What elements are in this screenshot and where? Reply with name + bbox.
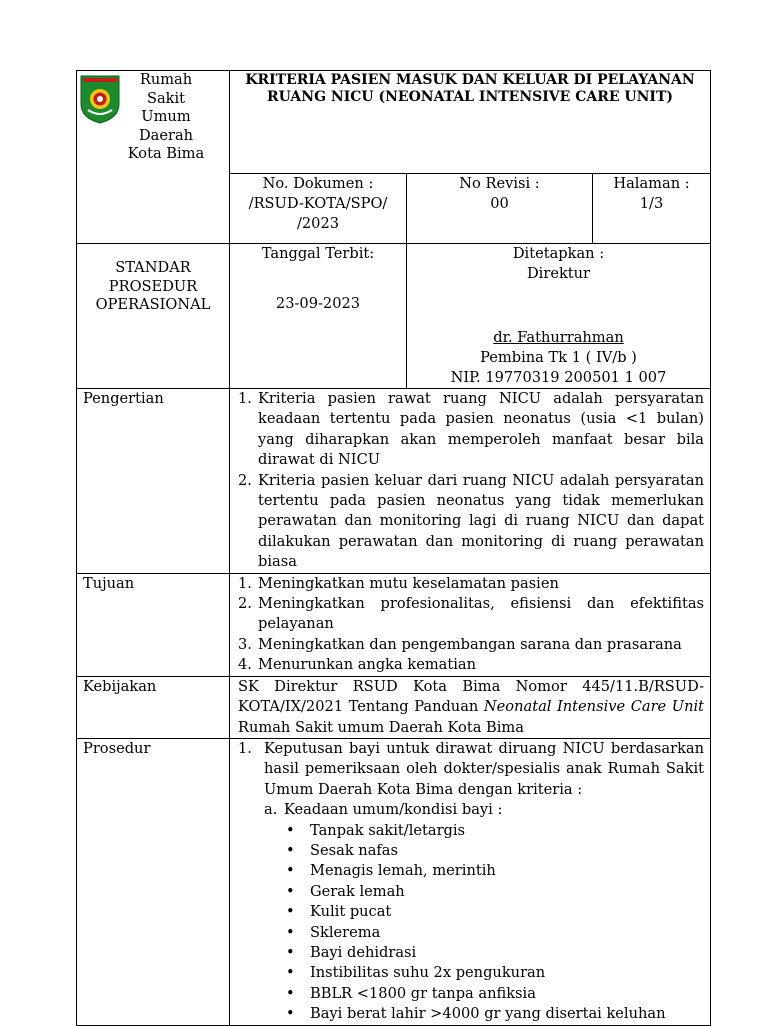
bullet-item: [286, 923, 704, 943]
policy-text: [238, 677, 704, 738]
revision-number: [407, 174, 593, 244]
item-number: 4.: [238, 656, 252, 674]
bullet-icon: •: [286, 821, 295, 839]
item-number: 3.: [238, 635, 252, 653]
doc-no-value: /2023: [296, 215, 340, 232]
sop-document: [76, 70, 710, 1026]
document-title: [230, 71, 711, 174]
item-number: 1.: [238, 390, 252, 407]
hospital-name-line: Umum: [141, 108, 191, 125]
bullet-item: [286, 861, 704, 881]
policy-text-italic: Neonatal Intensive Care Unit: [483, 698, 705, 716]
revision-value: 00: [490, 195, 509, 212]
bullet-icon: •: [286, 964, 295, 982]
sub-item-letter: a.: [264, 801, 278, 819]
section-label: Prosedur: [77, 738, 230, 1025]
bullet-item: [286, 984, 704, 1004]
bullet-text: Bayi berat lahir >4000 gr yang disertai keluhan: [310, 1005, 666, 1023]
bullet-item: [286, 882, 704, 902]
title-line: RUANG NICU (NEONATAL INTENSIVE CARE UNIT): [267, 89, 673, 105]
document-number: [230, 174, 407, 244]
bullet-text: BBLR <1800 gr tanpa anfiksia: [310, 984, 536, 1002]
bullet-item: [286, 902, 704, 922]
bullet-item: [286, 841, 704, 861]
sub-item: [264, 800, 704, 820]
bullet-text: Kulit pucat: [310, 903, 392, 921]
hospital-name-line: Kota Bima: [127, 145, 205, 162]
item-number: 1.: [238, 739, 252, 757]
page-number: [593, 174, 711, 244]
item-text: Keputusan bayi untuk dirawat diruang NICU berdasarkan hasil pemeriksaan oleh dokter/spesialis anak Rumah Sakit Umum Daerah Kota Bima dengan kriteria :: [264, 739, 705, 798]
sop-type-line: STANDAR: [115, 259, 191, 276]
item-number: 1.: [238, 574, 252, 592]
item-text: Meningkatkan profesionalitas, efisiensi dan efektifitas pelayanan: [258, 595, 705, 633]
bullet-item: [286, 963, 704, 983]
list-item: [238, 389, 704, 471]
list-item: [238, 471, 704, 573]
bullet-item: [286, 943, 704, 963]
criteria-bullet-list: [238, 821, 704, 1025]
section-label: Pengertian: [77, 389, 230, 574]
bullet-icon: •: [286, 1005, 295, 1023]
sop-type: [77, 244, 230, 389]
item-number: 2.: [238, 595, 252, 613]
issue-date-cell: [230, 244, 407, 389]
page-value: 1/3: [639, 195, 664, 212]
sop-type-line: PROSEDUR: [108, 277, 198, 295]
signature-cell: [407, 244, 711, 389]
bullet-text: Gerak lemah: [310, 882, 405, 900]
bullet-icon: •: [286, 882, 295, 900]
list-item: [238, 655, 704, 675]
bullet-text: Sklerema: [310, 923, 381, 941]
policy-text-part: SK Direktur RSUD Kota Bima Nomor 445/11.B/RSUD-KOTA/IX/2021 Tentang Panduan: [238, 677, 705, 716]
bullet-text: Sesak nafas: [310, 841, 398, 859]
list-item: [238, 739, 704, 800]
title-line: KRITERIA PASIEN MASUK DAN KELUAR DI PELAYANAN: [245, 72, 695, 88]
revision-label: No Revisi :: [459, 175, 540, 192]
bullet-icon: •: [286, 923, 295, 941]
hospital-logo-icon: [79, 74, 121, 124]
item-text: Kriteria pasien keluar dari ruang NICU adalah persyaratan tertentu pada pasien neonatus yang tidak memerlukan perawatan dan monitoring lagi di ruang NICU dan dapat dilakukan perawatan dan monitoring di ruang perawatan biasa: [258, 471, 705, 571]
bullet-text: Menagis lemah, merintih: [310, 862, 496, 880]
bullet-text: Tanpak sakit/letargis: [310, 821, 466, 839]
list-item: [238, 574, 704, 594]
bullet-text: Instibilitas suhu 2x pengukuran: [310, 964, 546, 982]
list-item: [238, 635, 704, 655]
prosedur-content: [230, 738, 711, 1025]
pengertian-content: [230, 389, 711, 574]
bullet-icon: •: [286, 943, 295, 961]
hospital-cell: [77, 71, 230, 244]
item-number: 2.: [238, 471, 252, 489]
sop-table: [76, 70, 711, 1026]
item-text: Meningkatkan dan pengembangan sarana dan prasarana: [258, 635, 682, 653]
bullet-item: [286, 1004, 704, 1024]
issue-date-label: Tanggal Terbit:: [261, 245, 375, 262]
section-label: Tujuan: [77, 573, 230, 676]
page-label: Halaman :: [613, 175, 690, 192]
established-by: Direktur: [526, 265, 591, 282]
signer-name: dr. Fathurrahman: [493, 329, 624, 346]
section-label: Kebijakan: [77, 676, 230, 738]
bullet-icon: •: [286, 984, 295, 1002]
hospital-name-line: Daerah: [138, 126, 194, 144]
hospital-name-line: Rumah Sakit: [139, 71, 193, 107]
issue-date-value: 23-09-2023: [275, 295, 361, 312]
sop-type-line: OPERASIONAL: [95, 296, 211, 313]
bullet-icon: •: [286, 862, 295, 880]
signer-rank: Pembina Tk 1 ( IV/b ): [480, 349, 637, 366]
signer-nip: NIP. 19770319 200501 1 007: [450, 369, 667, 386]
established-label: Ditetapkan :: [512, 245, 605, 262]
list-item: [238, 594, 704, 635]
item-text: Meningkatkan mutu keselamatan pasien: [258, 574, 559, 592]
bullet-item: [286, 821, 704, 841]
kebijakan-content: [230, 676, 711, 738]
bullet-text: Bayi dehidrasi: [310, 943, 417, 961]
item-text: Menurunkan angka kematian: [258, 656, 477, 674]
hospital-name: [122, 71, 210, 164]
bullet-icon: •: [286, 903, 295, 921]
doc-no-label: No. Dokumen :: [262, 175, 374, 192]
item-text: Kriteria pasien rawat ruang NICU adalah persyaratan keadaan tertentu pada pasien neonatus (usia <1 bulan) yang diharapkan akan memperoleh manfaat besar bila dirawat di NICU: [258, 390, 705, 469]
doc-no-value: /RSUD-KOTA/SPO/: [248, 195, 388, 212]
sub-item-text: Keadaan umum/kondisi bayi :: [284, 801, 503, 819]
policy-text-part: Rumah Sakit umum Daerah Kota Bima: [238, 718, 524, 736]
tujuan-content: [230, 573, 711, 676]
bullet-icon: •: [286, 841, 295, 859]
